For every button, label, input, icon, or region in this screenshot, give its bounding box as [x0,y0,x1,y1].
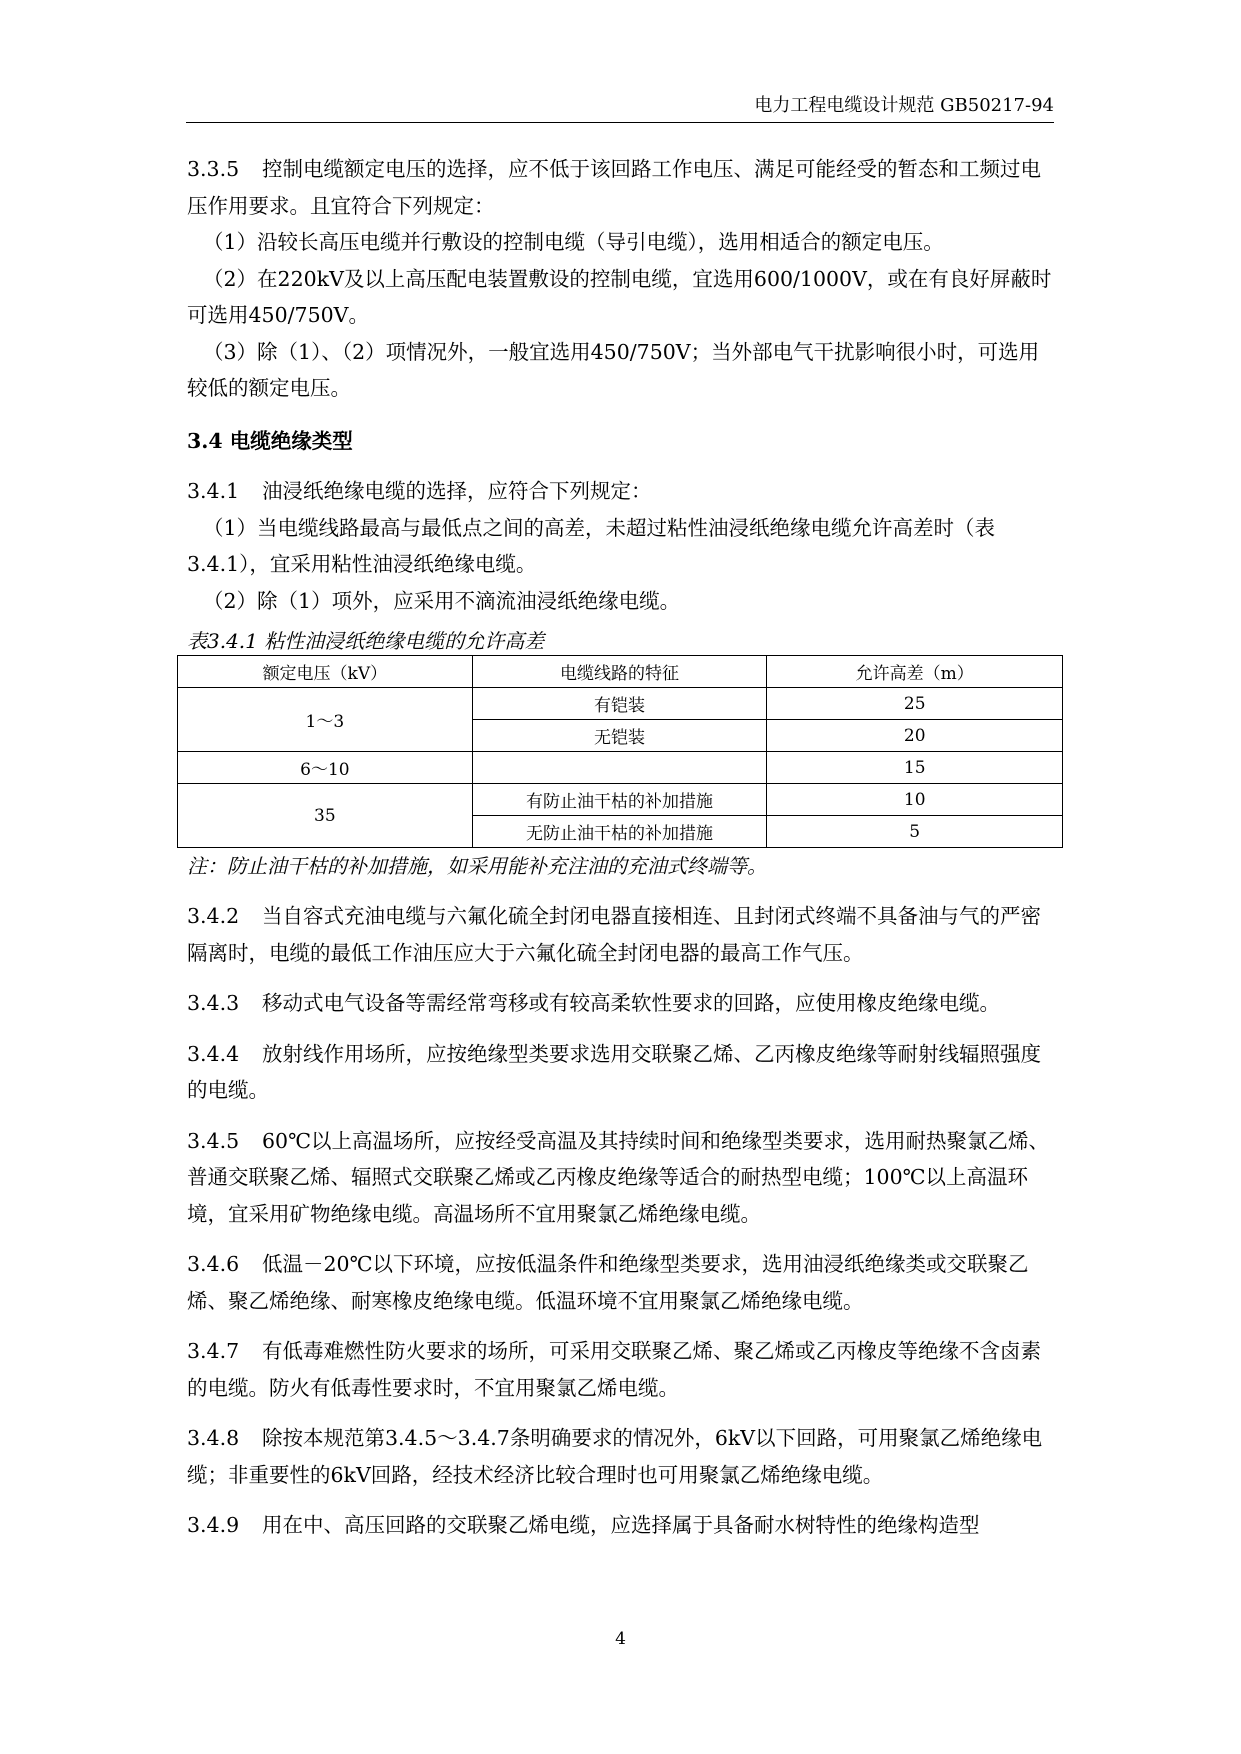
table-cell: 20 [767,720,1063,752]
clause-text: 放射线作用场所，应按绝缘型类要求选用交联聚乙烯、乙丙橡皮绝缘等耐射线辐照强度的电缆。 [187,1041,1041,1102]
clause-number: 3.4.2 [187,904,240,928]
table-row [178,688,1063,720]
clause-text: 60℃以上高温场所，应按经受高温及其持续时间和绝缘型类要求，选用耐热聚氯乙烯、普通交联聚乙烯、辐照式交联聚乙烯或乙丙橡皮绝缘等适合的耐热型电缆；100℃以上高温环境，宜采用矿物绝缘电缆。高温场所不宜用聚氯乙烯绝缘电缆。 [187,1128,1050,1226]
running-header: 电力工程电缆设计规范 GB50217-94 [186,94,1054,123]
column-header: 电缆线路的特征 [472,656,767,688]
page-body [187,151,1053,1544]
clause-text: 除按本规范第3.4.5～3.4.7条明确要求的情况外，6kV以下回路，可用聚氯乙烯绝缘电缆；非重要性的6kV回路，经技术经济比较合理时也可用聚氯乙烯绝缘电缆。 [187,1426,1043,1487]
clause-text: 油浸纸绝缘电缆的选择，应符合下列规定： [262,479,652,503]
clause-number: 3.4.9 [187,1513,240,1537]
list-item: （1）当电缆线路最高与最低点之间的高差，未超过粘性油浸纸绝缘电缆允许高差时（表3.4.1），宜采用粘性油浸纸绝缘电缆。 [187,515,996,576]
table-cell: 15 [767,752,1063,784]
table-cell: 6～10 [178,752,473,784]
table-cell: 35 [178,784,473,848]
clause-3-3-5 [187,151,1053,224]
clause-text: 当自容式充油电缆与六氟化硫全封闭电器直接相连、且封闭式终端不具备油与气的严密隔离时，电缆的最低工作油压应大于六氟化硫全封闭电器的最高工作气压。 [187,904,1041,965]
clause-text: 低温－20℃以下环境，应按低温条件和绝缘型类要求，选用油浸纸绝缘类或交联聚乙烯、聚乙烯绝缘、耐寒橡皮绝缘电缆。低温环境不宜用聚氯乙烯绝缘电缆。 [187,1252,1029,1313]
clause-3-4-3 [187,985,1053,1022]
table-caption: 表3.4.1 粘性油浸纸绝缘电缆的允许高差 [187,629,545,653]
allowable-height-table [177,655,1063,848]
column-header: 额定电压（kV） [178,656,473,688]
clause-number: 3.4.5 [187,1128,240,1153]
table-cell: 无铠装 [472,720,767,752]
clause-3-4-1 [187,473,1053,510]
clause-text: 有低毒难燃性防火要求的场所，可采用交联聚乙烯、聚乙烯或乙丙橡皮等绝缘不含卤素的电缆。防火有低毒性要求时，不宜用聚氯乙烯电缆。 [187,1339,1041,1400]
clause-3-4-4 [187,1036,1053,1109]
clause-number: 3.4.8 [187,1426,240,1450]
clause-number: 3.4.6 [187,1252,240,1276]
table-cell: 无防止油干枯的补加措施 [472,816,767,848]
list-item: （3）除（1）、（2）项情况外，一般宜选用450/750V；当外部电气干扰影响很小时，可选用较低的额定电压。 [187,339,1040,400]
table-header-row [178,656,1063,688]
clause-3-4-2 [187,898,1053,971]
clause-3-4-5 [187,1123,1053,1233]
table-cell: 有铠装 [472,688,767,720]
table-note: 注：防止油干枯的补加措施，如采用能补充注油的充油式终端等。 [187,854,767,878]
clause-text: 用在中、高压回路的交联聚乙烯电缆，应选择属于具备耐水树特性的绝缘构造型 [262,1513,980,1537]
clause-text: 控制电缆额定电压的选择，应不低于该回路工作电压、满足可能经受的暂态和工频过电压作用要求。且宜符合下列规定： [187,157,1041,218]
table-cell: 5 [767,816,1063,848]
clause-3-4-9 [187,1507,1053,1544]
list-item: （2）除（1）项外，应采用不滴流油浸纸绝缘电缆。 [203,588,681,613]
clause-3-4-6 [187,1246,1053,1319]
page-number: 4 [615,1629,626,1649]
table-cell [472,752,767,784]
table-cell: 有防止油干枯的补加措施 [472,784,767,816]
clause-3-4-7 [187,1333,1053,1406]
clause-3-4-8 [187,1420,1053,1493]
column-header: 允许高差（m） [767,656,1063,688]
list-item: （1）沿较长高压电缆并行敷设的控制电缆（导引电缆），选用相适合的额定电压。 [203,230,944,254]
table-row [178,784,1063,816]
clause-number: 3.4.3 [187,991,240,1015]
clause-number: 3.4.7 [187,1339,240,1363]
table-cell: 10 [767,784,1063,816]
list-item: （2）在220kV及以上高压配电装置敷设的控制电缆，宜选用600/1000V，或在有良好屏蔽时可选用450/750V。 [187,266,1052,327]
clause-text: 移动式电气设备等需经常弯移或有较高柔软性要求的回路，应使用橡皮绝缘电缆。 [262,991,1000,1015]
table-cell: 1～3 [178,688,473,752]
clause-number: 3.3.5 [187,157,240,181]
table-row [178,752,1063,784]
clause-number: 3.4.4 [187,1041,240,1066]
clause-number: 3.4.1 [187,479,240,503]
table-cell: 25 [767,688,1063,720]
section-heading: 3.4 电缆绝缘类型 [187,428,353,453]
